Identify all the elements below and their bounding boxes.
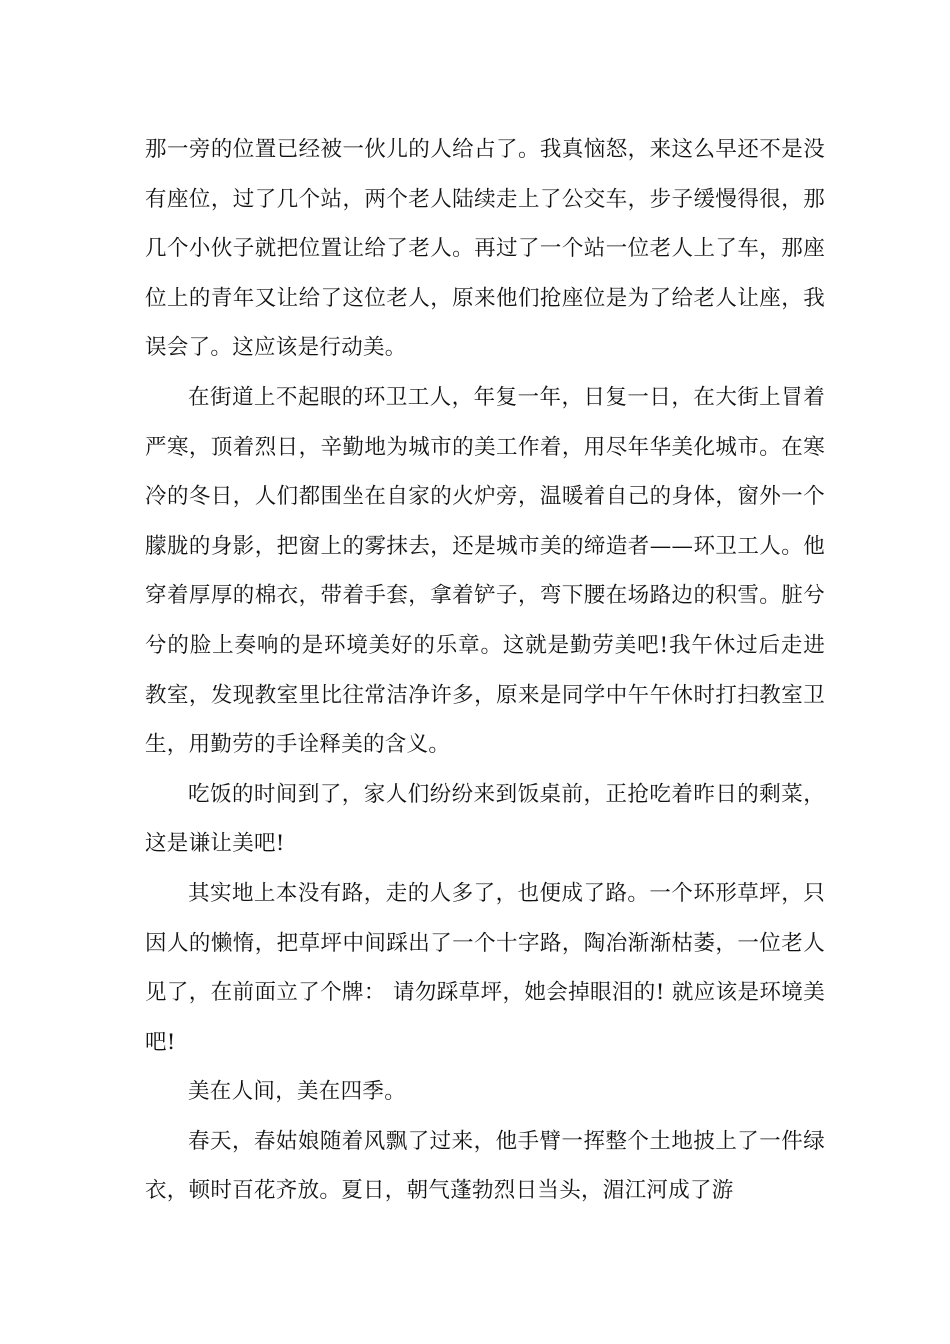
paragraph-sanitation-worker: 在街道上不起眼的环卫工人，年复一年，日复一日，在大街上冒着严寒，顶着烈日，辛勤地为城市的美工作着，用尽年华美化城市。在寒冷的冬日，人们都围坐在自家的火炉旁，温暖着自己的身体，窗外一个朦胧的身影，把窗上的雾抹去，还是城市美的缔造者——环卫工人。他穿着厚厚的棉衣，带着手套，拿着铲子，弯下腰在场路边的积雪。脏兮兮的脸上奏响的是环境美好的乐章。这就是勤劳美吧!我午休过后走进教室，发现教室里比往常洁净许多，原来是同学中午午休时打扫教室卫生，用勤劳的手诠释美的含义。 (145, 384, 825, 758)
paragraph-spring-summer: 春天，春姑娘随着风飘了过来，他手臂一挥整个土地披上了一件绿衣，顿时百花齐放。夏日，朝气蓬勃烈日当头，湄江河成了游 (145, 1128, 825, 1204)
paragraph-dinner-table: 吃饭的时间到了，家人们纷纷来到饭桌前，正抢吃着昨日的剩菜，这是谦让美吧! (145, 781, 825, 857)
paragraph-beauty-seasons: 美在人间，美在四季。 (188, 1079, 407, 1105)
paragraph-lawn-sign: 其实地上本没有路，走的人多了，也便成了路。一个环形草坪，只因人的懒惰，把草坪中间踩出了一个十字路，陶冶渐渐枯萎，一位老人见了，在前面立了个牌： 请勿踩草坪，她会掉眼泪的! 就应该是环境美吧! (145, 880, 825, 1055)
document-body (145, 125, 825, 1216)
paragraph-bus-seats: 那一旁的位置已经被一伙儿的人给占了。我真恼怒，来这么早还不是没有座位，过了几个站，两个老人陆续走上了公交车，步子缓慢得很，那几个小伙子就把位置让给了老人。再过了一个站一位老人上了车，那座位上的青年又让给了这位老人，原来他们抢座位是为了给老人让座，我误会了。这应该是行动美。 (145, 137, 825, 361)
